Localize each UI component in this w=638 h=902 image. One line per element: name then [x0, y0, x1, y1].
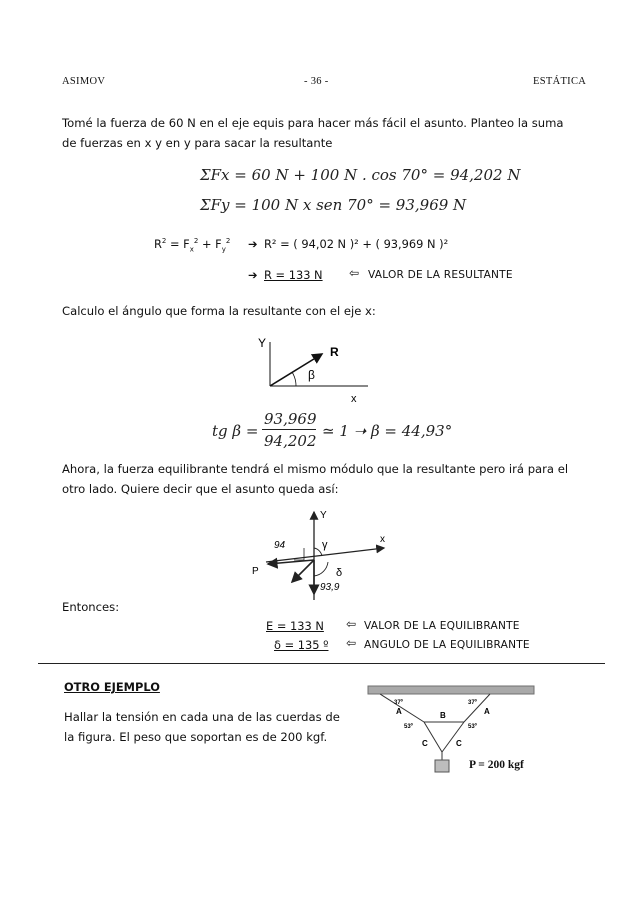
gamma-label: γ	[322, 539, 328, 551]
equilibrant-value: E = 133 N	[266, 619, 324, 633]
gamma-arc	[314, 548, 322, 556]
equilibrant-arrow	[292, 560, 314, 582]
header-right: ESTÁTICA	[533, 76, 587, 87]
result-arrow: ➔	[248, 268, 258, 282]
beta-label: β	[308, 368, 315, 382]
header-page-number: - 36 -	[304, 76, 329, 87]
entonces-label: Entonces:	[62, 600, 120, 614]
delta-label: δ	[336, 567, 343, 579]
equilibrant-note: VALOR DE LA EQUILIBRANTE	[364, 620, 520, 632]
section-divider	[38, 663, 605, 664]
cord-a-left	[380, 694, 424, 722]
angle-note-arrow: ⇦	[346, 636, 357, 650]
header-left: ASIMOV	[62, 76, 106, 87]
equilibrant-diagram	[248, 504, 398, 604]
angle-53-left: 53º	[404, 724, 413, 730]
p-label: P	[252, 566, 259, 577]
result-note: VALOR DE LA RESULTANTE	[368, 269, 513, 281]
result-note-arrow: ⇦	[349, 266, 360, 280]
y-label: Y	[320, 510, 327, 521]
label-a-left: A	[396, 707, 402, 716]
equilibrant-angle: δ = 135 º	[274, 638, 329, 652]
x-axis-label: x	[351, 393, 357, 405]
ceiling-beam	[368, 686, 534, 694]
label-b: B	[440, 711, 446, 720]
delta-arc	[314, 562, 328, 576]
equation-r-squared-values: R² = ( 94,02 N )² + ( 93,969 N )²	[264, 237, 449, 251]
equilibrant-paragraph: Ahora, la fuerza equilibrante tendrá el mismo módulo que la resultante pero irá para el otro lado. Quiere decir que el asunto queda así:	[62, 462, 569, 496]
weight-block	[435, 760, 449, 772]
handwritten-sum-fy: ΣFy = 100 N x sen 70° = 93,969 N	[200, 196, 467, 214]
handwritten-tg-lhs: tg β =	[212, 422, 259, 440]
y-axis-label: Y	[258, 336, 267, 350]
otro-ejemplo-paragraph: Hallar la tensión en cada una de las cuerdas de la figura. El peso que soportan es de 200 kgf.	[64, 710, 340, 744]
resultant-diagram	[250, 330, 380, 410]
otro-ejemplo-title: OTRO EJEMPLO	[64, 680, 160, 694]
angle-37-right: 37º	[468, 700, 477, 706]
label-a-right: A	[484, 707, 490, 716]
value-94-label: 94	[274, 540, 286, 551]
r-label: R	[330, 345, 339, 359]
angle-note: ANGULO DE LA EQUILIBRANTE	[364, 639, 530, 651]
value-93-label: 93,9	[320, 582, 340, 593]
angle-53-right: 53º	[468, 724, 477, 730]
label-c-left: C	[422, 739, 428, 748]
equation-r-squared-arrow: ➔	[248, 237, 258, 251]
equilibrant-note-arrow: ⇦	[346, 617, 357, 631]
handwritten-tg-numerator: 93,969	[264, 410, 317, 428]
x-label: x	[380, 534, 385, 545]
equation-r-squared: $R^2 = F_x^2 + F_y^2$	[154, 237, 231, 254]
weight-label: P = 200 kgf	[469, 759, 524, 771]
intro-paragraph: Tomé la fuerza de 60 N en el eje equis para hacer más fácil el asunto. Planteo la suma de fuerzas en x y en y para sacar la resultante	[62, 116, 564, 150]
angle-37-left: 37º	[394, 700, 403, 706]
angle-paragraph: Calculo el ángulo que forma la resultante con el eje x:	[62, 304, 376, 318]
handwritten-tg-denominator: 94,202	[264, 432, 317, 450]
beta-arc	[292, 372, 296, 386]
handwritten-sum-fx: ΣFx = 60 N + 100 N . cos 70° = 94,202 N	[200, 166, 521, 184]
result-value: R = 133 N	[264, 268, 323, 282]
fraction-bar	[262, 429, 316, 430]
handwritten-tg-rhs: ≃ 1 ➝ β = 44,93°	[322, 422, 453, 440]
label-c-right: C	[456, 739, 462, 748]
